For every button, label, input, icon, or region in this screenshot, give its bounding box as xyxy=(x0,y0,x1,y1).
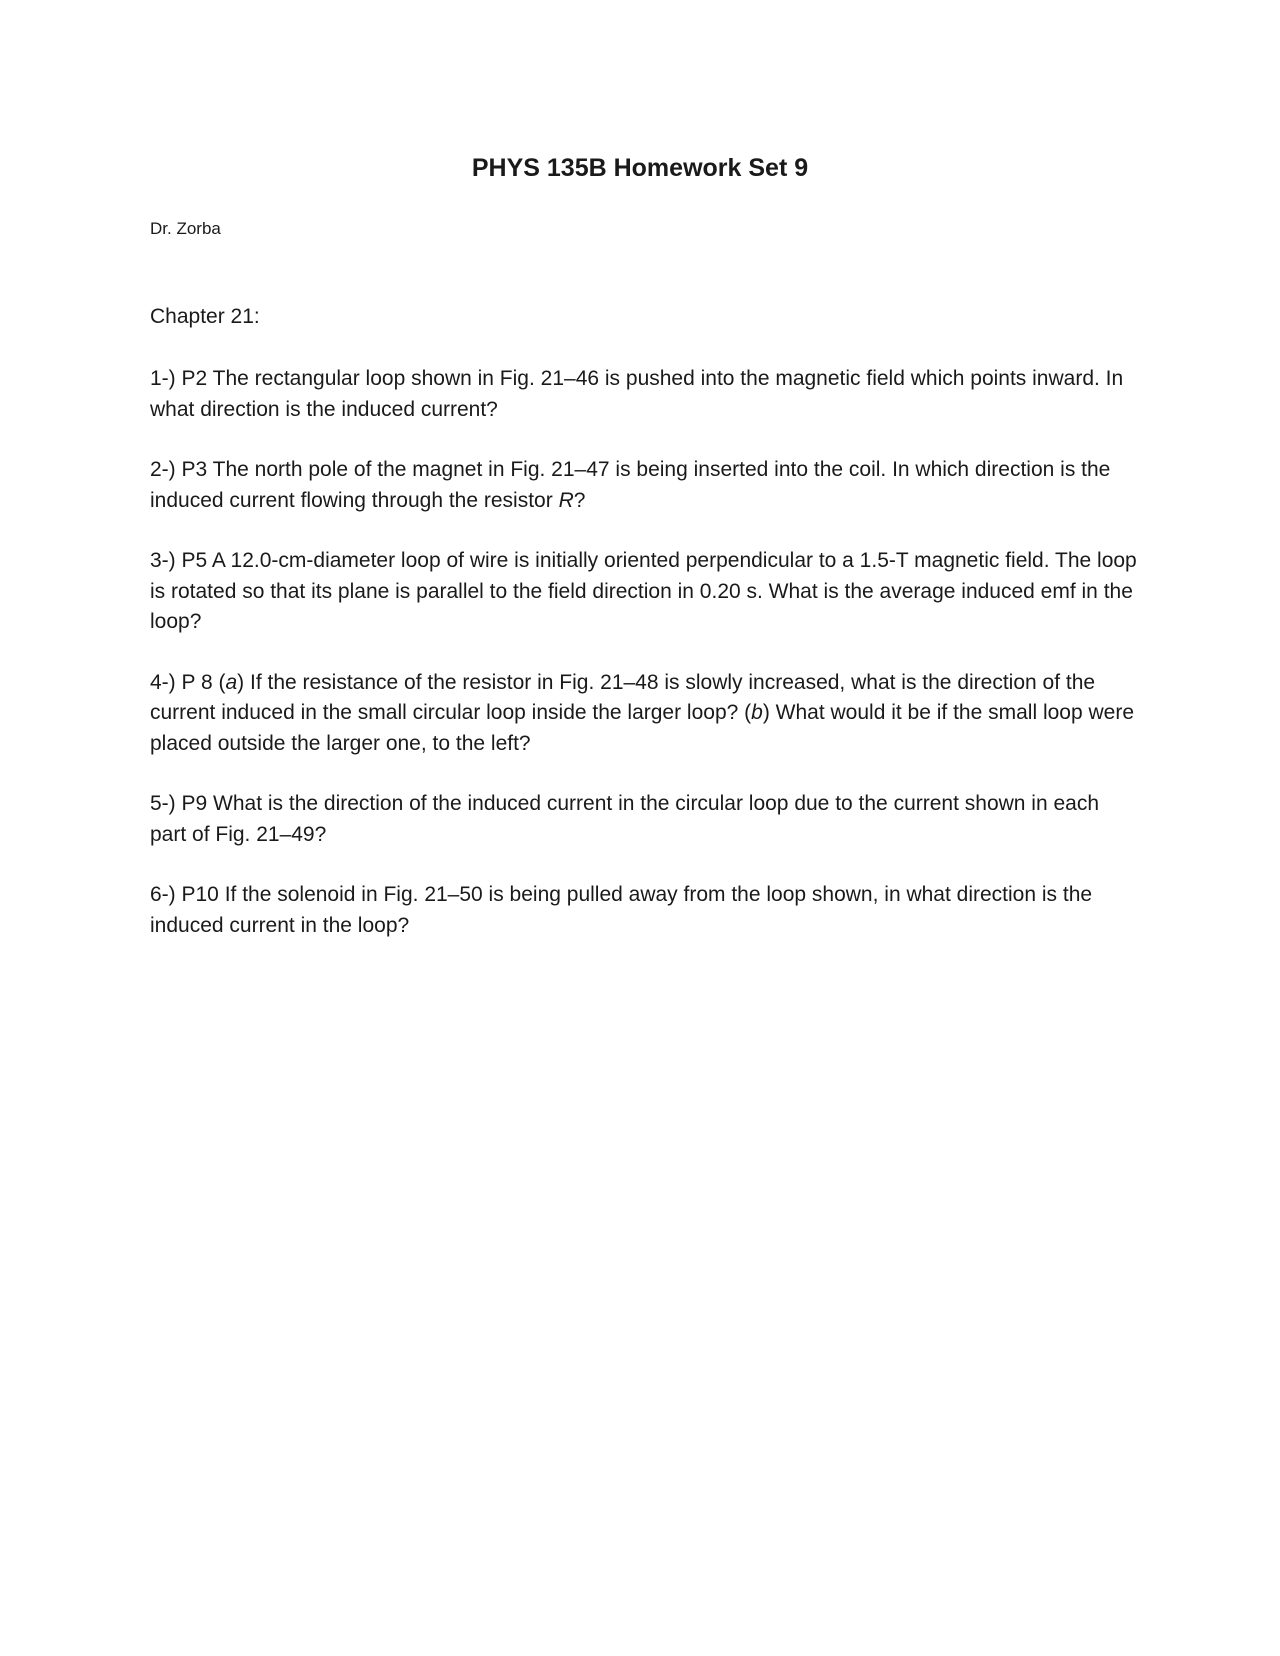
problem-item xyxy=(150,880,1140,941)
problem-text: 1-) P2 The rectangular loop shown in Fig. 21–46 is pushed into the magnetic field which points inward. In what direction is the induced current? xyxy=(150,367,1124,421)
problem-text: 4-) P 8 ( xyxy=(150,670,226,694)
problem-text: 5-) P9 What is the direction of the induced current in the circular loop due to the current shown in each part of Fig. 21–49? xyxy=(150,792,1100,846)
problem-item xyxy=(150,364,1140,425)
problem-item xyxy=(150,668,1140,760)
problem-item xyxy=(150,546,1140,638)
problem-variable: a xyxy=(225,670,238,694)
problem-item xyxy=(150,789,1140,850)
problem-text: ? xyxy=(573,488,586,512)
problem-list xyxy=(150,364,1140,971)
problem-variable: R xyxy=(558,488,574,512)
problem-text: ) If the resistance of the resistor in Fig. 21–48 is slowly increased, what is the direction of the current induced in the small circular loop inside the larger loop? ( xyxy=(150,670,1096,724)
document-author: Dr. Zorba xyxy=(150,219,221,238)
problem-variable: b xyxy=(751,701,763,724)
problem-text: 3-) P5 A 12.0-cm-diameter loop of wire is initially oriented perpendicular to a 1.5-T magnetic field. The loop is rotated so that its plane is parallel to the field direction in 0.20 s. What is the average induced emf in the loop? xyxy=(150,549,1137,633)
document-title: PHYS 135B Homework Set 9 xyxy=(471,154,809,182)
problem-text: 2-) P3 The north pole of the magnet in Fig. 21–47 is being inserted into the coil. In which direction is the induced current flowing through the resistor xyxy=(150,458,1111,512)
chapter-heading: Chapter 21: xyxy=(150,305,260,328)
problem-item xyxy=(150,455,1140,516)
problem-text: 6-) P10 If the solenoid in Fig. 21–50 is being pulled away from the loop shown, in what direction is the induced current in the loop? xyxy=(150,883,1093,937)
problem-text: ) What would it be if the small loop were placed outside the larger one, to the left? xyxy=(150,701,1135,755)
